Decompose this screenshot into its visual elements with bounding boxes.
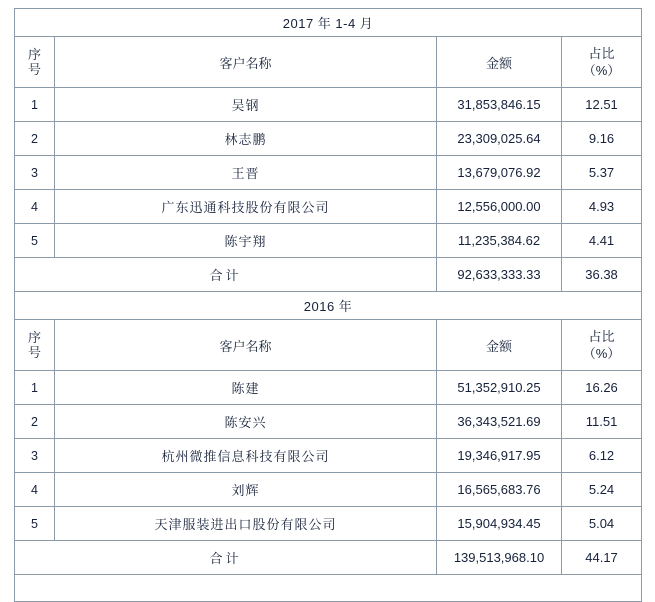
table-title-row-2017 (15, 9, 642, 37)
column-header-seq-line1: 序 (27, 47, 41, 62)
column-header-percent (562, 320, 642, 371)
table-row (15, 156, 642, 190)
cell-customer-name: 天津服装进出口股份有限公司 (55, 507, 437, 541)
cell-amount: 31,853,846.15 (437, 88, 562, 122)
cell-amount: 51,352,910.25 (437, 371, 562, 405)
cell-customer-name: 陈建 (55, 371, 437, 405)
table-title-2017: 2017 年 1-4 月 (15, 9, 642, 37)
cell-amount: 12,556,000.00 (437, 190, 562, 224)
cell-seq: 1 (15, 371, 55, 405)
column-header-customer-name: 客户名称 (55, 320, 437, 371)
column-header-seq (15, 37, 55, 88)
cell-amount: 16,565,683.76 (437, 473, 562, 507)
cell-percent: 5.04 (562, 507, 642, 541)
cell-customer-name: 陈宇翔 (55, 224, 437, 258)
column-header-percent-line2: （%） (582, 63, 621, 78)
table-header-row-2017 (15, 37, 642, 88)
table-header-row-2016 (15, 320, 642, 371)
total-percent: 44.17 (562, 541, 642, 575)
cell-customer-name: 吴钢 (55, 88, 437, 122)
column-header-seq-line1: 序 (27, 330, 41, 345)
column-header-amount: 金额 (437, 37, 562, 88)
cell-seq: 4 (15, 190, 55, 224)
cell-amount: 15,904,934.45 (437, 507, 562, 541)
cell-amount: 36,343,521.69 (437, 405, 562, 439)
table-row (15, 224, 642, 258)
table-row (15, 405, 642, 439)
cell-percent: 16.26 (562, 371, 642, 405)
cell-percent: 6.12 (562, 439, 642, 473)
table-row (15, 507, 642, 541)
table-title-2016: 2016 年 (15, 292, 642, 320)
column-header-percent-line1: 占比 (588, 46, 615, 61)
cell-seq: 3 (15, 156, 55, 190)
table-title-row-2016 (15, 292, 642, 320)
column-header-percent (562, 37, 642, 88)
cell-amount: 13,679,076.92 (437, 156, 562, 190)
table-row (15, 371, 642, 405)
cell-percent: 4.93 (562, 190, 642, 224)
cell-customer-name: 陈安兴 (55, 405, 437, 439)
table-row (15, 473, 642, 507)
column-header-seq (15, 320, 55, 371)
cell-seq: 5 (15, 507, 55, 541)
table-row (15, 190, 642, 224)
cell-customer-name: 广东迅通科技股份有限公司 (55, 190, 437, 224)
cell-customer-name: 刘辉 (55, 473, 437, 507)
cell-amount: 11,235,384.62 (437, 224, 562, 258)
column-header-percent-line1: 占比 (588, 329, 615, 344)
cell-seq: 2 (15, 122, 55, 156)
cell-seq: 5 (15, 224, 55, 258)
table-row (15, 122, 642, 156)
cell-amount: 23,309,025.64 (437, 122, 562, 156)
customer-concentration-table (14, 8, 642, 602)
cell-percent: 12.51 (562, 88, 642, 122)
column-header-seq-line2: 号 (27, 345, 41, 360)
column-header-percent-line2: （%） (582, 346, 621, 361)
cell-percent: 5.37 (562, 156, 642, 190)
cell-customer-name: 王晋 (55, 156, 437, 190)
table-row (15, 88, 642, 122)
table-tail-cell (15, 575, 642, 602)
cell-percent: 9.16 (562, 122, 642, 156)
column-header-amount: 金额 (437, 320, 562, 371)
cell-percent: 4.41 (562, 224, 642, 258)
column-header-customer-name: 客户名称 (55, 37, 437, 88)
cell-customer-name: 林志鹏 (55, 122, 437, 156)
column-header-seq-line2: 号 (27, 62, 41, 77)
cell-seq: 3 (15, 439, 55, 473)
table-tail-row (15, 575, 642, 602)
total-label: 合计 (15, 541, 437, 575)
total-amount: 139,513,968.10 (437, 541, 562, 575)
cell-seq: 2 (15, 405, 55, 439)
cell-seq: 4 (15, 473, 55, 507)
table-total-row-2017 (15, 258, 642, 292)
total-percent: 36.38 (562, 258, 642, 292)
cell-percent: 5.24 (562, 473, 642, 507)
table-total-row-2016 (15, 541, 642, 575)
cell-seq: 1 (15, 88, 55, 122)
cell-customer-name: 杭州微推信息科技有限公司 (55, 439, 437, 473)
total-label: 合计 (15, 258, 437, 292)
table-row (15, 439, 642, 473)
cell-amount: 19,346,917.95 (437, 439, 562, 473)
cell-percent: 11.51 (562, 405, 642, 439)
total-amount: 92,633,333.33 (437, 258, 562, 292)
